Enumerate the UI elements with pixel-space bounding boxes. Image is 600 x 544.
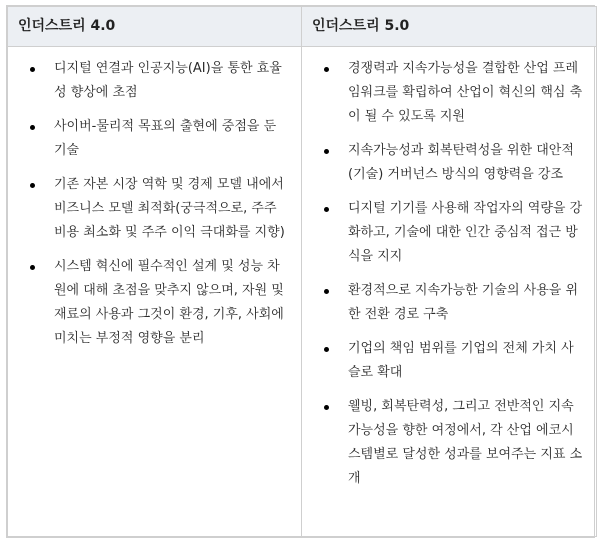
industry-5-list bbox=[324, 57, 584, 491]
bullet-icon bbox=[324, 289, 329, 294]
header-industry-5: 인더스트리 5.0 bbox=[302, 7, 597, 47]
list-item bbox=[348, 279, 584, 327]
list-item-text: 시스템 혁신에 필수적인 설계 및 성능 차원에 대해 초점을 맞추지 않으며, 자원 및 재료의 사용과 그것이 환경, 기후, 사회에 미치는 부정적 영향을 분리 bbox=[54, 259, 284, 346]
list-item-text: 경쟁력과 지속가능성을 결합한 산업 프레임워크를 확립하여 산업이 혁신의 핵심 축이 될 수 있도록 지원 bbox=[348, 61, 583, 124]
list-item bbox=[54, 57, 289, 105]
list-item bbox=[348, 197, 584, 269]
list-item bbox=[54, 173, 289, 245]
bullet-icon bbox=[30, 67, 35, 72]
cell-industry-5 bbox=[302, 47, 597, 537]
list-item bbox=[54, 255, 289, 351]
list-item-text: 기존 자본 시장 역학 및 경제 모델 내에서 비즈니스 모델 최적화(궁극적으로, 주주 비용 최소화 및 주주 이익 극대화를 지향) bbox=[54, 177, 285, 240]
list-item bbox=[348, 395, 584, 491]
list-item-text: 사이버-물리적 목표의 출현에 중점을 둔 기술 bbox=[54, 119, 277, 158]
cell-industry-4 bbox=[8, 47, 302, 537]
bullet-icon bbox=[324, 405, 329, 410]
list-item bbox=[348, 57, 584, 129]
header-industry-4: 인더스트리 4.0 bbox=[8, 7, 302, 47]
list-item bbox=[348, 139, 584, 187]
list-item-text: 기업의 책임 범위를 기업의 전체 가치 사슬로 확대 bbox=[348, 341, 574, 380]
table-row bbox=[8, 47, 597, 537]
list-item-text: 디지털 기기를 사용해 작업자의 역량을 강화하고, 기술에 대한 인간 중심적 접근 방식을 지지 bbox=[348, 201, 583, 264]
bullet-icon bbox=[30, 183, 35, 188]
list-item-text: 환경적으로 지속가능한 기술의 사용을 위한 전환 경로 구축 bbox=[348, 283, 579, 322]
list-item-text: 디지털 연결과 인공지능(AI)을 통한 효율성 향상에 초점 bbox=[54, 61, 282, 100]
comparison-table-container bbox=[6, 5, 595, 538]
bullet-icon bbox=[324, 347, 329, 352]
list-item bbox=[348, 337, 584, 385]
list-item bbox=[54, 115, 289, 163]
list-item-text: 웰빙, 회복탄력성, 그리고 전반적인 지속가능성을 향한 여정에서, 각 산업 에코시스템별로 달성한 성과를 보여주는 지표 소개 bbox=[348, 399, 583, 486]
bullet-icon bbox=[30, 265, 35, 270]
bullet-icon bbox=[30, 125, 35, 130]
bullet-icon bbox=[324, 67, 329, 72]
bullet-icon bbox=[324, 149, 329, 154]
comparison-table bbox=[7, 6, 597, 537]
table-header-row bbox=[8, 7, 597, 47]
list-item-text: 지속가능성과 회복탄력성을 위한 대안적 (기술) 거버넌스 방식의 영향력을 강조 bbox=[348, 143, 574, 182]
industry-4-list bbox=[30, 57, 289, 351]
bullet-icon bbox=[324, 207, 329, 212]
